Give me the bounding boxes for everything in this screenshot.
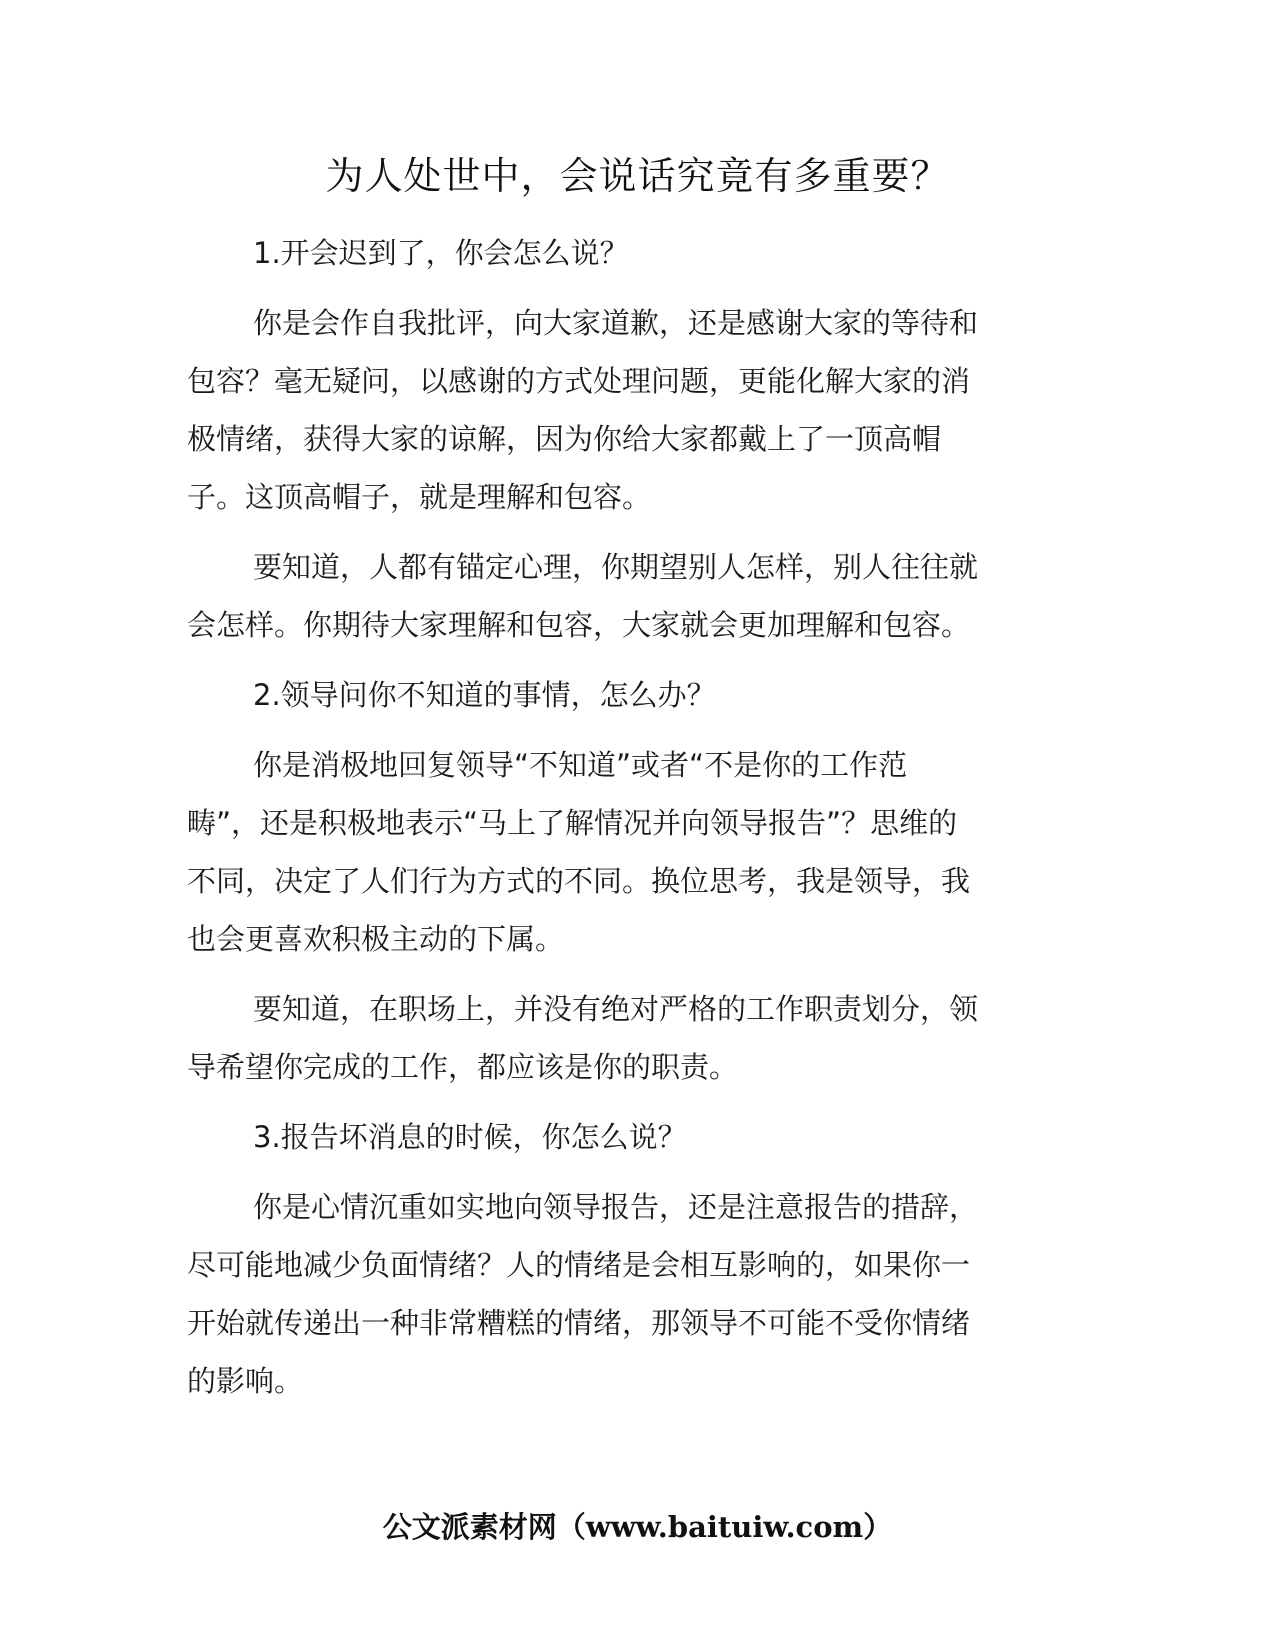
section-heading-1 <box>187 224 1087 282</box>
text-line: 3.报告坏消息的时候，你怎么说？ <box>253 1120 687 1154</box>
body-paragraph <box>187 1178 1087 1410</box>
section-heading-3 <box>187 1108 1087 1166</box>
text-line: 畴”，还是积极地表示“马上了解情况并向领导报告”？思维的 <box>187 806 958 840</box>
text-line: 的影响。 <box>187 1364 304 1398</box>
text-line: 你是心情沉重如实地向领导报告，还是注意报告的措辞， <box>253 1190 979 1224</box>
document-title: 为人处世中，会说话究竟有多重要？ <box>325 154 950 198</box>
body-paragraph <box>187 538 1087 654</box>
text-line: 2.领导问你不知道的事情，怎么办？ <box>253 678 716 712</box>
text-line: 子。这顶高帽子，就是理解和包容。 <box>187 480 652 514</box>
text-line: 会怎样。你期待大家理解和包容，大家就会更加理解和包容。 <box>187 608 971 642</box>
footer-source: 公文派素材网（www.baituiw.com） <box>382 1510 893 1544</box>
text-line: 也会更喜欢积极主动的下属。 <box>187 922 565 956</box>
text-line: 1.开会迟到了，你会怎么说？ <box>253 236 629 270</box>
text-line: 极情绪，获得大家的谅解，因为你给大家都戴上了一顶高帽 <box>187 422 942 456</box>
text-line: 要知道，在职场上，并没有绝对严格的工作职责划分，领 <box>253 992 979 1026</box>
text-line: 你是会作自我批评，向大家道歉，还是感谢大家的等待和 <box>253 306 979 340</box>
text-line: 尽可能地减少负面情绪？人的情绪是会相互影响的，如果你一 <box>187 1248 971 1282</box>
text-line: 包容？毫无疑问，以感谢的方式处理问题，更能化解大家的消 <box>187 364 971 398</box>
document-body <box>187 224 1087 1422</box>
section-heading-2 <box>187 666 1087 724</box>
text-line: 导希望你完成的工作，都应该是你的职责。 <box>187 1050 739 1084</box>
text-line: 开始就传递出一种非常糟糕的情绪，那领导不可能不受你情绪 <box>187 1306 971 1340</box>
text-line: 要知道，人都有锚定心理，你期望别人怎样，别人往往就 <box>253 550 979 584</box>
body-paragraph <box>187 980 1087 1096</box>
body-paragraph <box>187 736 1087 968</box>
text-line: 不同，决定了人们行为方式的不同。换位思考，我是领导，我 <box>187 864 971 898</box>
body-paragraph <box>187 294 1087 526</box>
text-line: 你是消极地回复领导“不知道”或者“不是你的工作范 <box>253 748 908 782</box>
